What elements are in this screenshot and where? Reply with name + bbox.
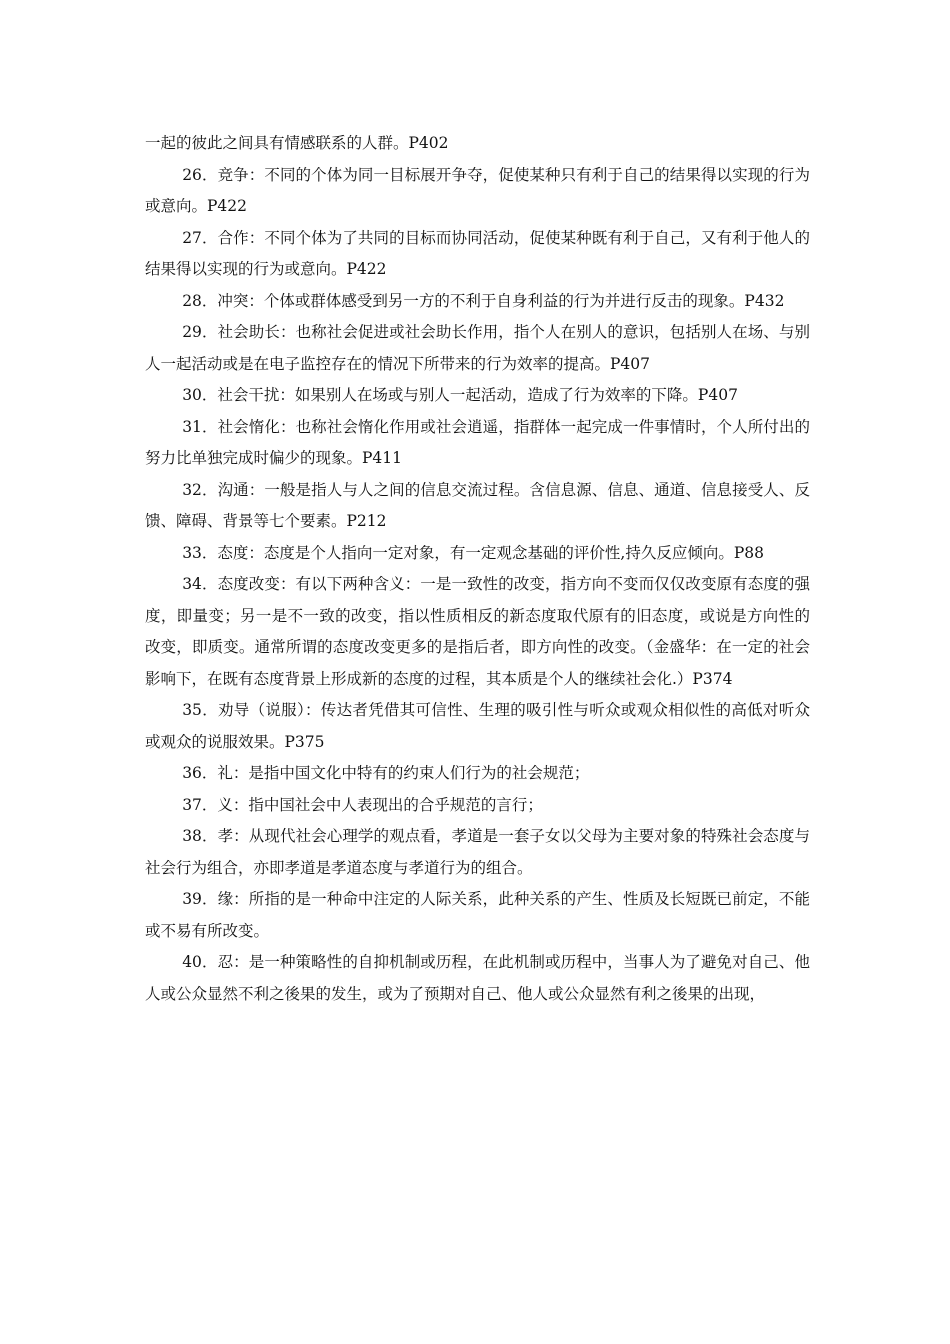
term-32-communication: 32．沟通：一般是指人与人之间的信息交流过程。含信息源、信息、通道、信息接受人、反馈、障碍、背景等七个要素。P212 [145, 480, 810, 530]
term-35-persuasion: 35．劝导（说服）：传达者凭借其可信性、生理的吸引性与听众或观众相似性的高低对听众或观众的说服效果。P375 [145, 701, 810, 751]
term-34-attitude-change: 34．态度改变：有以下两种含义：一是一致性的改变，指方向不变而仅仅改变原有态度的强度，即量变；另一是不一致的改变，指以性质相反的新态度取代原有的旧态度，或说是方向性的改变，即质变。通常所谓的态度改变更多的是指后者，即方向性的改变。（金盛华：在一定的社会影响下，在既有态度背景上形成新的态度的过程，其本质是个人的继续社会化.）P374 [145, 575, 810, 688]
term-27-cooperation: 27．合作：不同个体为了共同的目标而协同活动，促使某种既有利于自己，又有利于他人的结果得以实现的行为或意向。P422 [145, 228, 810, 278]
term-33-attitude: 33．态度：态度是个人指向一定对象，有一定观念基础的评价性,持久反应倾向。P88 [182, 543, 764, 562]
term-39-yuan: 39．缘：所指的是一种命中注定的人际关系，此种关系的产生、性质及长短既已前定，不能或不易有所改变。 [145, 890, 810, 940]
paragraph-continuation: 一起的彼此之间具有情感联系的人群。P402 [145, 134, 449, 152]
term-31-social-loafing: 31．社会惰化：也称社会惰化作用或社会逍遥，指群体一起完成一件事情时，个人所付出的努力比单独完成时偏少的现象。P411 [145, 417, 810, 467]
term-36-li: 36．礼：是指中国文化中特有的约束人们行为的社会规范； [182, 764, 590, 782]
document-body [145, 128, 810, 1010]
term-38-xiao: 38．孝：从现代社会心理学的观点看，孝道是一套子女以父母为主要对象的特殊社会态度与社会行为组合，亦即孝道是孝道态度与孝道行为的组合。 [145, 827, 810, 877]
term-40-ren: 40．忍：是一种策略性的自抑机制或历程，在此机制或历程中，当事人为了避免对自己、他人或公众显然不利之後果的发生，或为了预期对自己、他人或公众显然有利之後果的出现， [145, 953, 810, 1003]
term-30-social-interference: 30．社会干扰：如果别人在场或与别人一起活动，造成了行为效率的下降。P407 [182, 386, 738, 404]
term-29-social-facilitation: 29．社会助长：也称社会促进或社会助长作用，指个人在别人的意识，包括别人在场、与别人一起活动或是在电子监控存在的情况下所带来的行为效率的提高。P407 [145, 323, 810, 373]
term-26-competition: 26．竞争：不同的个体为同一目标展开争夺，促使某种只有利于自己的结果得以实现的行为或意向。P422 [145, 165, 810, 215]
term-37-yi: 37．义：指中国社会中人表现出的合乎规范的言行； [182, 795, 543, 814]
term-28-conflict: 28．冲突：个体或群体感受到另一方的不利于自身利益的行为并进行反击的现象。P432 [182, 291, 785, 310]
